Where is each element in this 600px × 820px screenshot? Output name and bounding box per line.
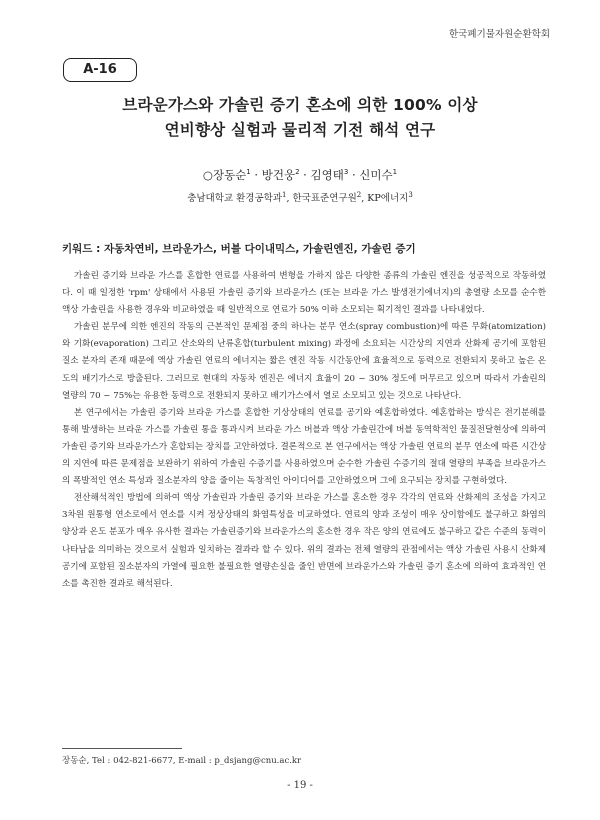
title-line-2: 연비향상 실험과 물리적 기전 해석 연구: [164, 121, 436, 139]
affiliation-name: 한국표준연구원: [292, 193, 357, 204]
paper-title: [60, 93, 540, 143]
author-separator: ·: [250, 168, 262, 182]
abstract-body: [62, 268, 546, 593]
body-paragraph-4: 전산해석적인 방법에 의하여 액상 가솔린과 가솔린 증기와 브라운 가스를 혼소한 경우 각각의 연료와 산화제의 조성을 가지고 3차원 원통형 연소로에서 연소를 시켜 정상상태의 화염특성을 비교하였다. 연료의 양과 조성이 매우 상이함에도 불구하고 화염의 양상과 온도 분포가 매우 유사한 결과는 가솔린증기와 브라운가스의 혼소한 경우 작은 양의 연료에도 불구하고 같은 수준의 동력이 나타남을 의미하는 것으로서 실험과 일치하는 결과라 할 수 있다. 위의 결과는 전체 열량의 관점에서는 액상 가솔린 사용시 산화제 공기에 포함된 질소분자의 가열에 필요한 불필요한 열량손실을 줄인 반면에 브라운가스와 가솔린 증기 혼소에 의하여 효과적인 연소를 촉진한 결과로 해석된다.: [62, 493, 546, 589]
author-name: 김영태: [310, 168, 344, 182]
affiliation-mark: 2: [356, 190, 362, 199]
author-affil-mark: 1: [392, 168, 398, 177]
paper-id-badge: A-16: [63, 58, 137, 82]
affiliation-mark: 1: [282, 190, 287, 199]
footnote-divider: [62, 748, 182, 749]
affiliation-list: [60, 190, 540, 204]
body-paragraph-2: 가솔린 분무에 의한 엔진의 작동의 근본적인 문제점 중의 하나는 분무 연소(spray combustion)에 따른 무화(atomization)와 기화(evaporation) 그리고 산소와의 난류혼합(turbulent mixing) 과정에 소요되는 시간상의 지연과 산화제 공기에 포함된 질소 분자의 존재 때문에 액상 가솔린 연료의 에너지는 짧은 엔진 작동 시간동안에 효율적으로 동력으로 전환되지 못하고 높은 온도의 배기가스로 방출된다. 그러므로 현대의 자동차 엔진은 에너지 효율이 20 ~ 30% 정도에 머무르고 있으며 따라서 가솔린의 열량의 70 ~ 75%는 유용한 동력으로 전환되지 못하고 배기가스에서 열로 소모되고 있는 것으로 나타난다.: [62, 322, 546, 401]
author-list: [60, 167, 540, 183]
keywords-line: [62, 241, 550, 256]
corresponding-author-footnote: 장동순, Tel : 042-821-6677, E-mail : p_dsjang@cnu.ac.kr: [62, 756, 302, 766]
body-paragraph-1: 가솔린 증기와 브라운 가스를 혼합한 연료를 사용하여 변형을 가하지 않은 다양한 종류의 가솔린 엔진을 성공적으로 작동하였다. 이 때 일정한 'rpm' 상태에서 사용된 가솔린 증기와 브라운가스 (또는 브라운 가스 발생전기에너지)의 총열량 소모를 순수한 액상 가솔린을 사용한 경우와 비교하였을 때 일반적으로 연료가 50% 이하 소모되는 획기적인 결과를 나타내었다.: [62, 271, 546, 316]
keywords-label: 키워드 :: [62, 243, 104, 255]
affiliation-separator: ,: [361, 193, 368, 204]
affiliation-separator: ,: [286, 193, 293, 204]
author-affil-mark: 1: [246, 168, 251, 177]
affiliation-name: KP에너지: [367, 193, 409, 204]
author-name: 신미수: [359, 168, 393, 182]
journal-header: 한국폐기물자원순환학회: [449, 29, 550, 40]
author-name: ○장동순: [202, 168, 247, 182]
keywords-text: 자동차연비, 브라운가스, 버블 다이내믹스, 가솔린엔진, 가솔린 증기: [103, 243, 416, 255]
author-name: 방건웅: [261, 168, 296, 182]
title-line-1: 브라운가스와 가솔린 증기 혼소에 의한 100% 이상: [122, 96, 478, 114]
affiliation-mark: 3: [408, 190, 413, 199]
author-affil-mark: 2: [295, 168, 300, 177]
affiliation-name: 충남대학교 환경공학과: [187, 193, 282, 204]
author-separator: ·: [299, 168, 311, 182]
page-number: - 19 -: [287, 780, 313, 791]
author-affil-mark: 3: [343, 168, 349, 177]
body-paragraph-3: 본 연구에서는 가솔린 증기와 브라운 가스를 혼합한 기상상태의 연료를 공기와 예혼합하였다. 예혼합하는 방식은 전기분해를 통해 발생하는 브라운 가스를 가솔린 통을 통과시켜 브라운 가스 버블과 액상 가솔린간에 버블 동역학적인 물질전달현상에 의하여 가솔린 증기와 브라운가스가 혼합되는 장치를 고안하였다. 결론적으로 본 연구에서는 액상 가솔린 연료의 분무 연소에 따른 시간상의 지연에 따른 문제점을 보완하기 위하여 가솔린 수증기를 사용하였으며 순수한 가솔린 수증기의 절대 열량의 부족을 브라운가스의 폭발적인 연소 특성과 질소분자의 양을 줄이는 독창적인 아이디어를 고안하였으며 그에 요구되는 장치를 구현하였다.: [62, 407, 546, 487]
author-separator: ·: [348, 168, 360, 182]
